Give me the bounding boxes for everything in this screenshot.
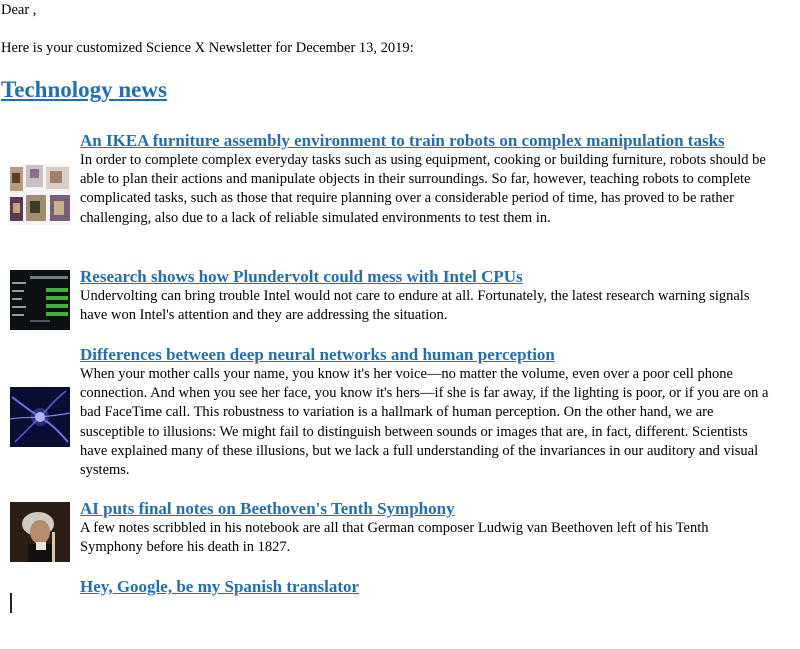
article-summary: When your mother calls your name, you know it's her voice—no matter the volume, even over a poor cell phone connection. And when you see her face, you know it's hers—if she is far away, if the lighting is poor, or if you are on a bad FaceTime call. This robustness to variation is a hallmark of human perception. On the other hand, we are susceptible to illusions: We might fail to distinguish between sounds or images that are, in fact, different. Scientists have explained many of these illusions, but we lack a full understanding of the invariances in our auditory and visual systems. bbox=[80, 366, 769, 479]
article-title-link[interactable]: Hey, Google, be my Spanish translator bbox=[80, 577, 360, 596]
article-thumbnail[interactable] bbox=[10, 270, 70, 330]
article-title-link[interactable]: An IKEA furniture assembly environment to train robots on complex manipulation tasks bbox=[80, 131, 725, 150]
section-title-technology[interactable]: Technology news bbox=[1, 77, 167, 102]
article-thumbnail[interactable] bbox=[10, 165, 70, 225]
article-title-link[interactable]: Research shows how Plundervolt could mess with Intel CPUs bbox=[80, 267, 523, 286]
article-summary: A few notes scribbled in his notebook are all that German composer Ludwig van Beethoven left of his Tenth Symphony before his death in 1827. bbox=[80, 520, 709, 556]
article-thumbnail[interactable] bbox=[10, 387, 70, 447]
neuron-thumbnail-icon bbox=[10, 387, 70, 447]
newsletter-intro: Here is your customized Science X Newsletter for December 13, 2019: bbox=[1, 40, 414, 56]
robot-furniture-thumbnail-icon bbox=[10, 165, 70, 225]
article-thumbnail[interactable] bbox=[10, 502, 70, 562]
article-summary: Undervolting can bring trouble Intel would not care to endure at all. Fortunately, the latest research warning signals have won Intel's attention and they are addressing the situation. bbox=[80, 288, 750, 324]
article-thumbnail[interactable] bbox=[10, 589, 70, 649]
greeting: Dear , bbox=[1, 2, 37, 18]
article-summary: In order to complete complex everyday tasks such as using equipment, cooking or building furniture, robots should be able to plan their actions and manipulate objects in their surroundings. So far, however, teaching robots to complete complicated tasks, such as those that require planning over a considerable period of time, has proved to be rather challenging, also due to a lack of reliable simulated environments to test them in. bbox=[80, 152, 766, 226]
article-title-link[interactable]: Differences between deep neural networks and human perception bbox=[80, 345, 555, 364]
article-title-link[interactable]: AI puts final notes on Beethoven's Tenth Symphony bbox=[80, 499, 455, 518]
cpu-voltage-thumbnail-icon bbox=[10, 270, 70, 330]
beethoven-portrait-thumbnail-icon bbox=[10, 502, 70, 562]
translator-thumbnail-icon bbox=[10, 589, 70, 649]
